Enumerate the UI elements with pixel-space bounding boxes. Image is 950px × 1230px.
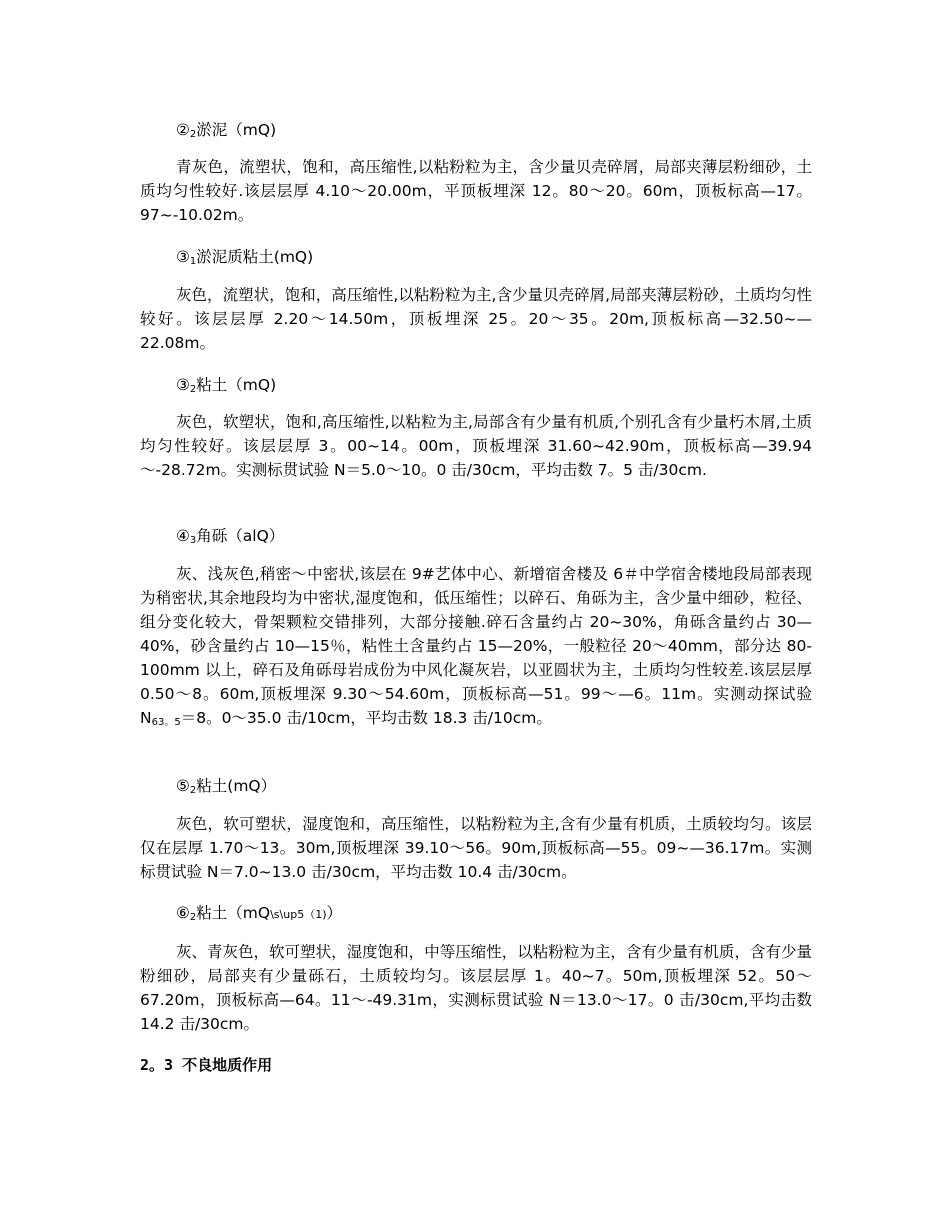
layer-description-clay-6-2: 灰、青灰色，软可塑状，湿度饱和，中等压缩性，以粘粉粒为主，含有少量有机质，含有少量粉细砂，局部夹有少量砾石，土质较均匀。该层层厚 1。40~7。50m,顶板埋深 52。50～67.20m，顶板标高—64。11～-49.31m，实测标贯试验 N＝13.0～17。0 击/30cm,平均击数 14.2 击/30cm。	[140, 943, 812, 1033]
layer-description-mud: 青灰色，流塑状，饱和，高压缩性,以粘粉粒为主，含少量贝壳碎屑，局部夹薄层粉细砂，土质均匀性较好.该层层厚 4.10～20.00m，平顶板埋深 12。80～20。60m，顶板标高—17。97~-10.02m。	[140, 158, 812, 224]
layer-description-clay-3-2: 灰色，软塑状，饱和,高压缩性,以粘粒为主,局部含有少量有机质,个别孔含有少量朽木屑,土质均匀性较好。该层层厚 3。00~14。00m，顶板埋深 31.60~42.90m，顶板标高—39.94～-28.72m。实测标贯试验 N＝5.0～10。0 击/30cm，平均击数 7。5 击/30cm.	[140, 413, 812, 479]
layer-heading-breccia: $④_3$角砾（alQ）	[176, 527, 285, 546]
layer-description-clay-5-2: 灰色，软可塑状，湿度饱和，高压缩性，以粘粉粒为主,含有少量有机质，土质较均匀。该层仅在层厚 1.70～13。30m,顶板埋深 39.10～56。90m,顶板标高—55。09~—36.17m。实测标贯试验 N＝7.0~13.0 击/30cm，平均击数 10.4 击/30cm。	[140, 815, 812, 881]
section-heading: 2。3 不良地质作用	[140, 1056, 273, 1074]
layer-heading-clay-6-2: $⑥_2$粘土（mQ\s\up5（1)）	[176, 904, 342, 923]
layer-description-breccia: 灰、浅灰色,稍密～中密状,该层在 9#艺体中心、新增宿舍楼及 6＃中学宿舍楼地段局部表现为稍密状,其余地段均为中密状,湿度饱和，低压缩性；以碎石、角砾为主，含少量中细砂，粒径、组分变化较大，骨架颗粒交错排列，大部分接触.碎石含量约占 20~30%，角砾含量约占 30—40%，砂含量约占 10—15％，粘性土含量约占 15—20%，一般粒径 20～40mm，部分达 80-100mm 以上，碎石及角砾母岩成份为中风化凝灰岩，以亚圆状为主，土质均匀性较差.该层层厚 0.50～8。60m,顶板埋深 9.30～54.60m，顶板标高—51。99～—6。11m。实测动探试验 $N_{63。5}=8$。0～35.0 击/10cm，平均击数 18.3 击/10cm。	[140, 565, 812, 728]
layer-heading-muddy-clay: $③_1$淤泥质粘土(mQ)	[176, 248, 314, 267]
layer-heading-clay-3-2: $③_2$粘土（mQ)	[176, 376, 277, 395]
layer-heading-clay-5-2: $⑤_2$粘土(mQ）	[176, 777, 277, 796]
layer-heading-mud: $②_2$淤泥（mQ)	[176, 121, 277, 140]
layer-description-muddy-clay: 灰色，流塑状，饱和，高压缩性,以粘粉粒为主,含少量贝壳碎屑,局部夹薄层粉砂，土质均匀性较好。该层层厚 2.20～14.50m，顶板埋深 25。20～35。20m,顶板标高—32.50~—22.08m。	[140, 286, 812, 352]
